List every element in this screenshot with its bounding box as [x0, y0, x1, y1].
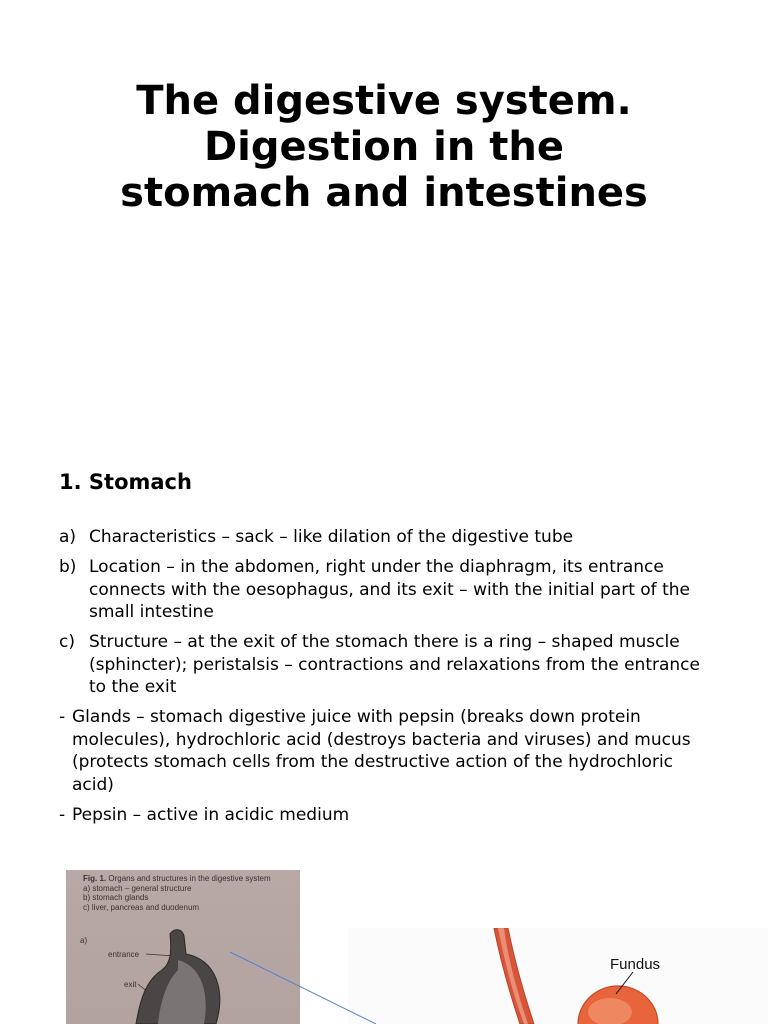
- list-item-line: Glands – stomach digestive juice with pepsin (breaks down protein: [72, 707, 641, 727]
- label-entrance: entrance: [108, 950, 140, 959]
- list-marker: -: [59, 707, 66, 727]
- list-item-line: small intestine: [89, 602, 214, 622]
- list-marker: -: [59, 805, 66, 825]
- section-heading: 1. Stomach: [59, 470, 192, 494]
- list-item-line: (protects stomach cells from the destructive action of the hydrochloric: [72, 752, 674, 772]
- list-marker: c): [59, 632, 75, 652]
- list-item-line: to the exit: [89, 677, 177, 697]
- figure-caption-bold: Fig. 1.: [83, 874, 107, 883]
- figure-caption-line: c) liver, pancreas and duodenum: [83, 902, 200, 912]
- list-item-line: Characteristics – sack – like dilation of the digestive tube: [89, 527, 574, 547]
- list-item-line: Structure – at the exit of the stomach there is a ring – shaped muscle: [89, 632, 680, 652]
- list-marker: a): [59, 527, 77, 547]
- stomach-drawing: [348, 928, 768, 1024]
- figure-caption-line: a) stomach – general structure: [83, 883, 192, 893]
- list-marker: b): [59, 557, 77, 577]
- list-item-line: Location – in the abdomen, right under the diaphragm, its entrance: [89, 557, 664, 577]
- title-line: Digestion in the: [203, 124, 565, 170]
- page-title: [0, 78, 768, 216]
- list-item-text: [89, 556, 729, 624]
- label-fundus: Fundus: [610, 956, 661, 973]
- list-item-line: (sphincter); peristalsis – contractions and relaxations from the entrance: [89, 654, 700, 675]
- figure-photo: [66, 870, 300, 1024]
- list-item-line: acid): [72, 774, 114, 795]
- list-item-line: connects with the oesophagus, and its exit – with the initial part of the: [89, 579, 690, 600]
- title-line: stomach and intestines: [120, 170, 648, 216]
- figure-caption-line: b) stomach glands: [83, 893, 149, 902]
- figure-part-label: a): [80, 936, 88, 945]
- label-exit: exit: [124, 980, 137, 989]
- list-item-line: Pepsin – active in acidic medium: [72, 805, 350, 825]
- stomach-illustration: [348, 928, 768, 1024]
- stomach-sketch: [66, 870, 300, 1024]
- list-item-line: molecules), hydrochloric acid (destroys bacteria and viruses) and mucus: [72, 729, 691, 750]
- list-item-text: [89, 526, 729, 549]
- figure-caption-title: Organs and structures in the digestive system: [108, 874, 271, 883]
- list-item-text: [89, 631, 729, 699]
- list-item-text: [72, 706, 732, 796]
- title-line: The digestive system.: [136, 78, 632, 124]
- list-item-text: [72, 804, 732, 827]
